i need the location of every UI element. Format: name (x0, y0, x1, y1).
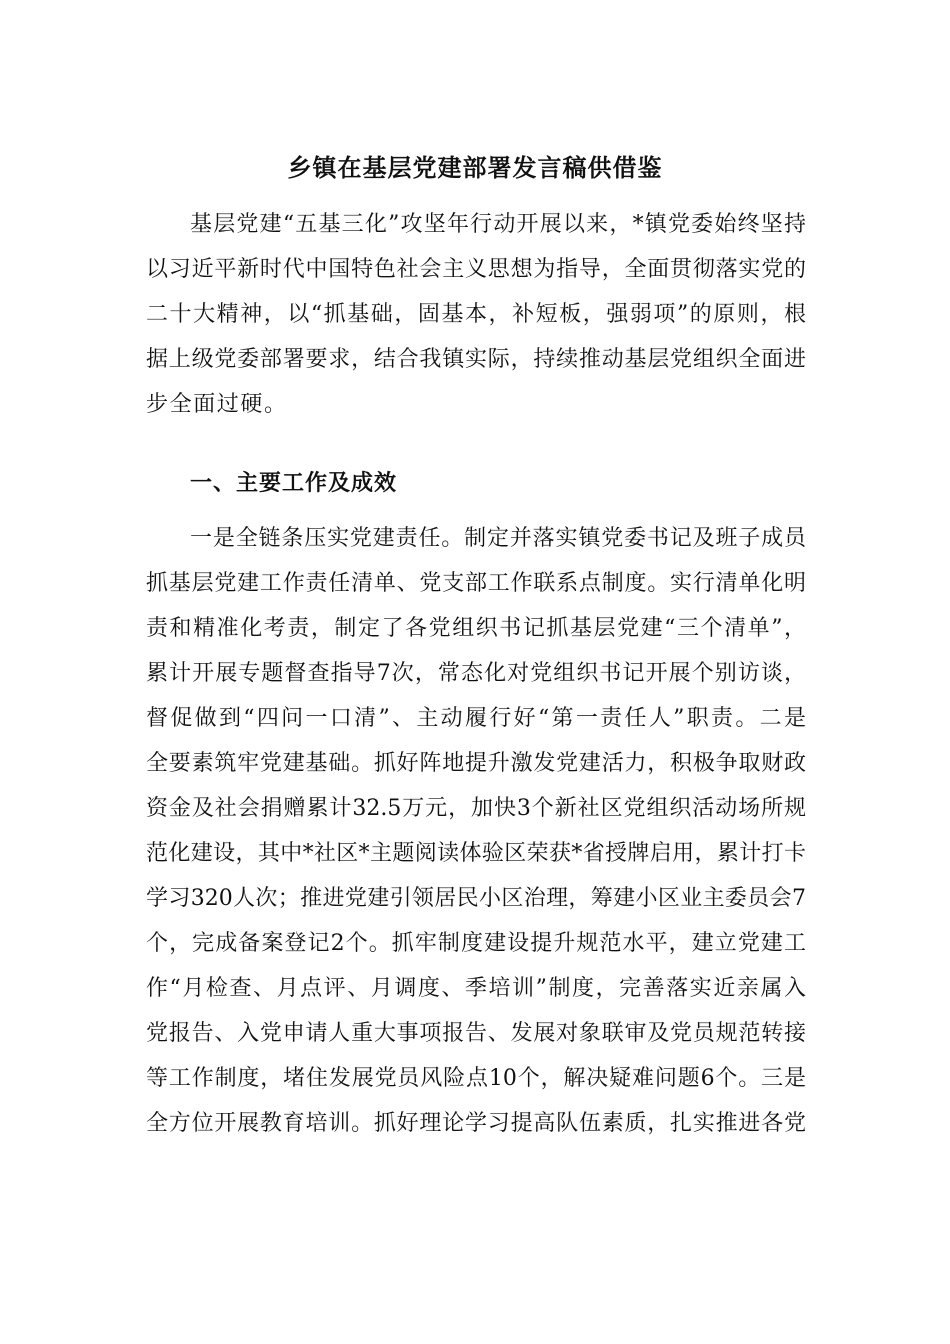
intro-line-2: 以习近平新时代中国特色社会主义思想为指导，全面贯彻落实党的 (146, 257, 806, 282)
body-line-5: 督促做到“四问一口清”、主动履行好“第一责任人”职责。二是 (146, 706, 806, 731)
body-line-6: 全要素筑牢党建基础。抓好阵地提升激发党建活力，积极争取财政 (146, 751, 806, 776)
body-line-10: 个，完成备案登记2个。抓牢制度建设提升规范水平，建立党建工 (146, 931, 806, 956)
body-line-8: 范化建设，其中*社区*主题阅读体验区荣获*省授牌启用，累计打卡 (146, 841, 806, 866)
body-line-7: 资金及社会捐赠累计32.5万元，加快3个新社区党组织活动场所规 (146, 796, 806, 821)
section-heading: 一、主要工作及成效 (190, 471, 398, 496)
body-line-12: 党报告、入党申请人重大事项报告、发展对象联审及党员规范转接 (146, 1021, 806, 1046)
intro-line-5: 步全面过硬。 (146, 392, 288, 417)
body-line-9: 学习320人次；推进党建引领居民小区治理，筹建小区业主委员会7 (146, 886, 806, 911)
intro-line-3: 二十大精神，以“抓基础，固基本，补短板，强弱项”的原则，根 (146, 302, 806, 327)
body-line-3: 责和精准化考责，制定了各党组织书记抓基层党建“三个清单”， (146, 616, 806, 641)
body-line-2: 抓基层党建工作责任清单、党支部工作联系点制度。实行清单化明 (146, 571, 806, 596)
intro-line-4: 据上级党委部署要求，结合我镇实际，持续推动基层党组织全面进 (146, 347, 806, 372)
body-line-4: 累计开展专题督查指导7次，常态化对党组织书记开展个别访谈， (146, 661, 806, 686)
body-line-13: 等工作制度，堵住发展党员风险点10个，解决疑难问题6个。三是 (146, 1066, 806, 1091)
body-line-1: 一是全链条压实党建责任。制定并落实镇党委书记及班子成员 (190, 526, 806, 551)
body-line-11: 作“月检查、月点评、月调度、季培训”制度，完善落实近亲属入 (146, 976, 806, 1001)
intro-line-1: 基层党建“五基三化”攻坚年行动开展以来，*镇党委始终坚持 (190, 212, 806, 237)
body-line-14: 全方位开展教育培训。抓好理论学习提高队伍素质，扎实推进各党 (146, 1111, 806, 1136)
document-title: 乡镇在基层党建部署发言稿供借鉴 (287, 154, 663, 182)
